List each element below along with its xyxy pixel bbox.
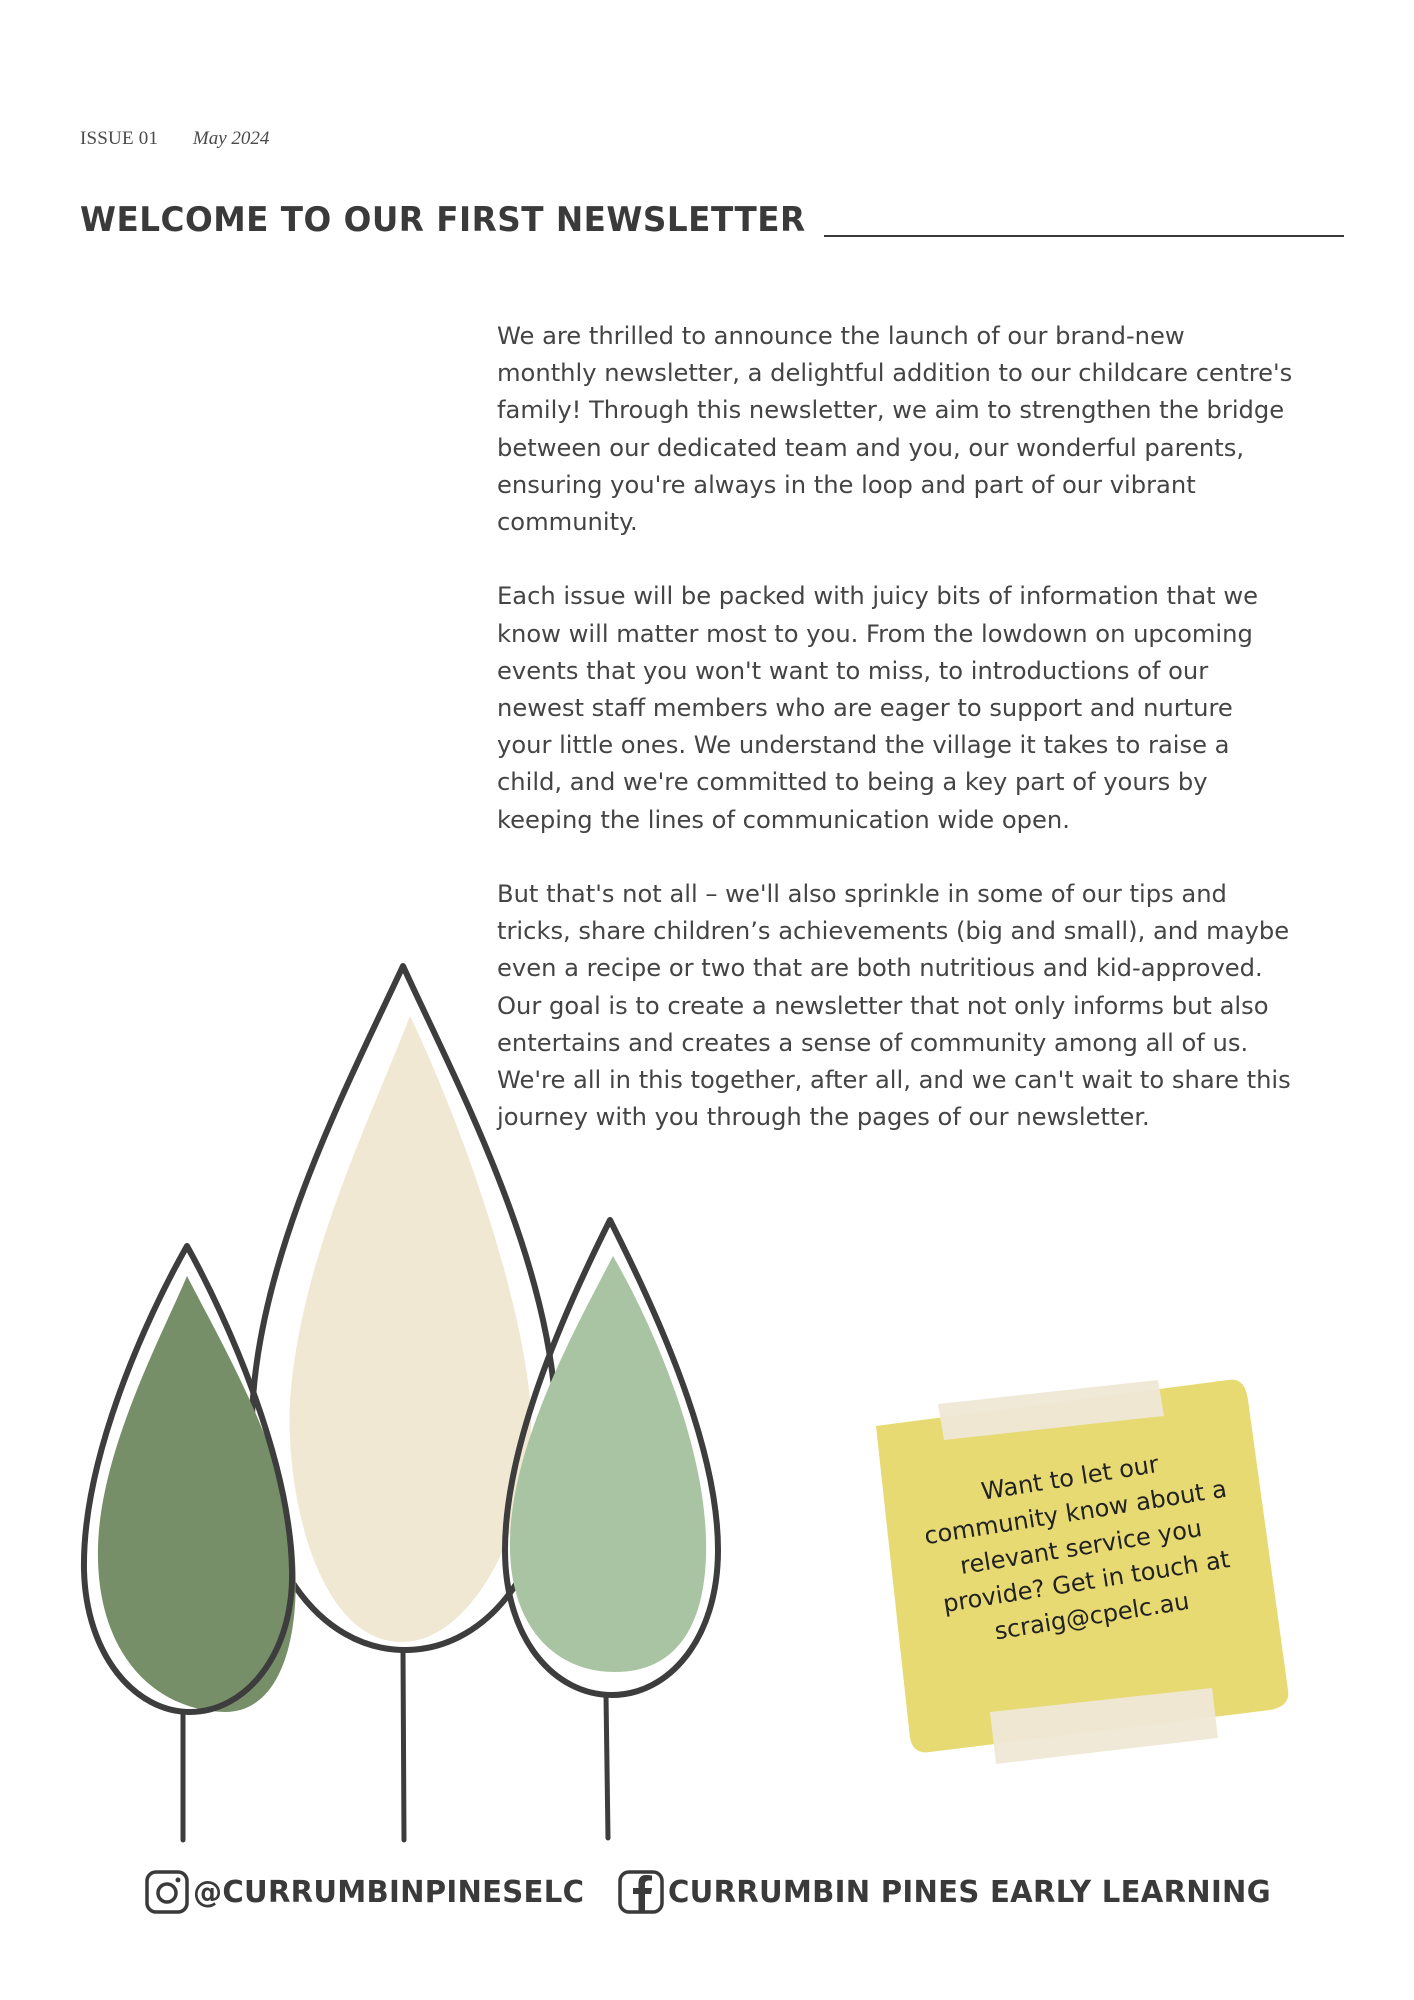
- sticky-note-text: Want to let our community know about a relevant service you provide? Get in touch at scraig@cpelc.au: [922, 1450, 1232, 1646]
- tree-cream-icon: [252, 966, 556, 1840]
- issue-number: ISSUE 01: [80, 128, 159, 149]
- facebook-link[interactable]: [618, 1870, 1290, 1914]
- article-paragraph-1: We are thrilled to announce the launch of our brand-new monthly newsletter, a delightful addition to our childcare centre's family! Through this newsletter, we aim to strengthen the bridge between our dedicated team and you, our wonderful parents, ensuring you're always in the loop and part of our vibrant community.: [497, 322, 1293, 537]
- issue-date: May 2024: [192, 128, 270, 149]
- instagram-handle[interactable]: @CURRUMBINPINESELC: [193, 1874, 585, 1910]
- page-title: WELCOME TO OUR FIRST NEWSLETTER: [80, 200, 806, 240]
- instagram-icon: [145, 1870, 189, 1914]
- instagram-link[interactable]: [145, 1870, 596, 1914]
- facebook-icon: [618, 1870, 664, 1914]
- tree-light-green-icon: [505, 1220, 718, 1838]
- article-paragraph-2: Each issue will be packed with juicy bits of information that we know will matter most to you. From the lowdown on upcoming events that you won't want to miss, to introductions of our newest staff members who are eager to support and nurture your little ones. We understand the village it takes to raise a child, and we're committed to being a key part of yours by keeping the lines of communication wide open.: [497, 582, 1259, 834]
- footer-social: [145, 1870, 1290, 1914]
- article-paragraph-3: But that's not all – we'll also sprinkle in some of our tips and tricks, share children’s achievements (big and small), and maybe even a recipe or two that are both nutritious and kid-approved. Our goal is to create a newsletter that not only informs but also entertains and creates a sense of community among all of us. We're all in this together, after all, and we can't wait to share this journey with you through the pages of our newsletter.: [497, 880, 1291, 1132]
- facebook-page-name[interactable]: CURRUMBIN PINES EARLY LEARNING: [668, 1874, 1272, 1910]
